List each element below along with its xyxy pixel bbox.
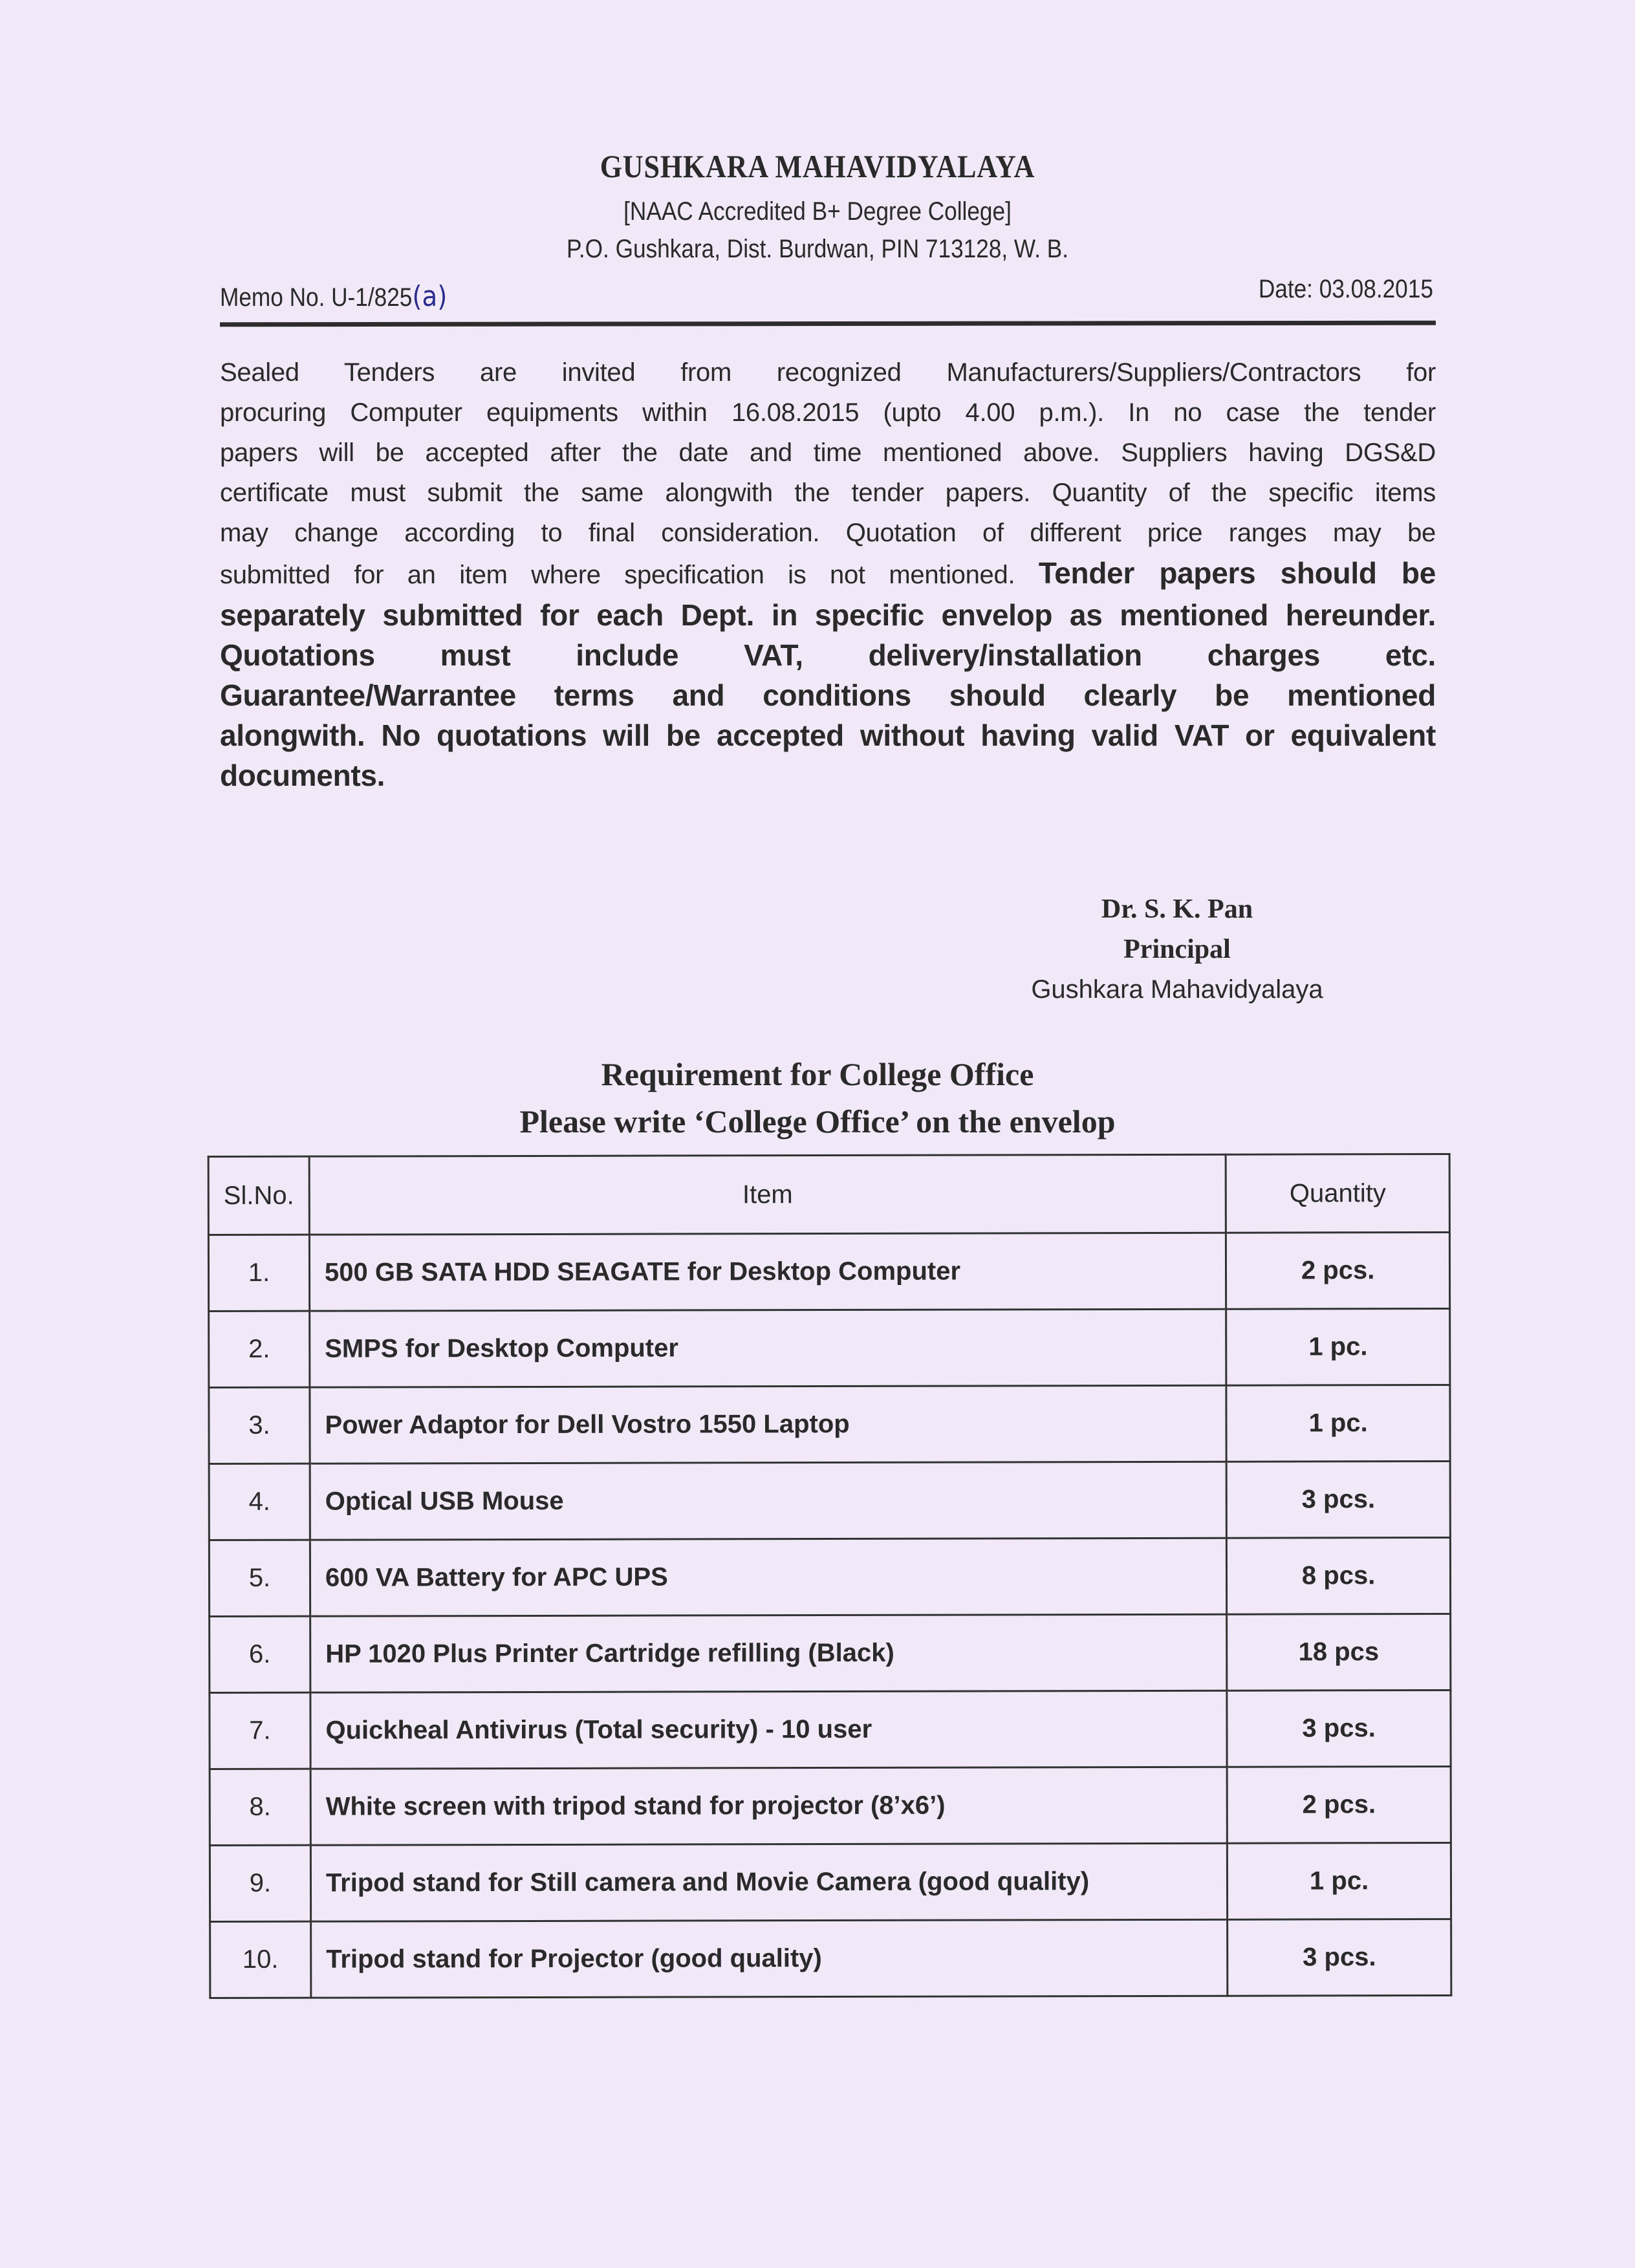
notice-line: Sealed Tenders are invited from recognized Manufacturers/Suppliers/Contractors for [220,358,1436,387]
notice-bold-line: documents. [220,759,385,792]
cell-sl-no: 4. [209,1463,310,1540]
requirement-table [208,1153,1453,1999]
cell-sl-no: 10. [210,1921,311,1998]
requirement-subtitle: Please write ‘College Office’ on the envelop [519,1103,1116,1139]
column-header-sl-no: Sl.No. [208,1156,309,1235]
cell-item: Tripod stand for Projector (good quality) [311,1919,1228,1998]
table-row [210,1766,1451,1845]
notice-line: procuring Computer equipments within 16.08.2015 (upto 4.00 p.m.). In no case the tender [220,398,1436,427]
signatory-organization: Gushkara Mahavidyalaya [1031,975,1323,1004]
cell-item: Power Adaptor for Dell Vostro 1550 Laptop [310,1385,1227,1463]
cell-quantity: 3 pcs. [1226,1461,1450,1538]
signatory-name: Dr. S. K. Pan [1101,894,1253,924]
cell-item: Quickheal Antivirus (Total security) - 10 user [310,1690,1228,1769]
cell-quantity: 3 pcs. [1228,1919,1451,1996]
cell-item: Optical USB Mouse [310,1462,1227,1540]
cell-sl-no: 9. [210,1845,310,1921]
cell-sl-no: 3. [209,1387,310,1463]
cell-item: Tripod stand for Still camera and Movie Camera (good quality) [310,1843,1228,1921]
cell-sl-no: 6. [210,1616,310,1692]
table-row [210,1842,1451,1921]
memo-date: Date: 03.08.2015 [1258,275,1433,303]
notice-line: papers will be accepted after the date and time mentioned above. Suppliers having DGS&D [220,438,1436,467]
table-row [209,1461,1450,1540]
cell-quantity: 1 pc. [1226,1385,1450,1462]
cell-quantity: 18 pcs [1227,1614,1451,1690]
notice-line-mixed [220,553,1436,595]
column-header-item: Item [309,1154,1226,1235]
cell-sl-no: 8. [210,1769,310,1845]
column-header-quantity: Quantity [1226,1154,1449,1233]
cell-sl-no: 1. [208,1235,309,1311]
notice-line-bold-part: Tender papers should be [1038,556,1436,590]
notice-bold-line: Quotations must include VAT, delivery/installation charges etc. [220,638,1436,672]
cell-quantity: 3 pcs. [1227,1690,1451,1767]
cell-sl-no: 7. [210,1692,310,1769]
cell-quantity: 8 pcs. [1227,1537,1451,1614]
cell-quantity: 2 pcs. [1227,1766,1451,1843]
cell-quantity: 1 pc. [1226,1308,1450,1385]
cell-item: HP 1020 Plus Printer Cartridge refilling (Black) [310,1614,1228,1692]
cell-sl-no: 2. [209,1311,310,1387]
notice-bold-line: separately submitted for each Dept. in specific envelop as mentioned hereunder. [220,598,1436,632]
college-address: P.O. Gushkara, Dist. Burdwan, PIN 713128, W. B. [566,235,1069,263]
table-header-row [208,1154,1449,1235]
notice-line: certificate must submit the same alongwith the tender papers. Quantity of the specific items [220,479,1436,507]
cell-item: 600 VA Battery for APC UPS [310,1538,1227,1616]
header-divider [220,321,1436,327]
notice-line-normal-part: submitted for an item where specification is not mentioned. [220,561,1015,589]
signature-block [970,889,1384,1010]
notice-bold-line: alongwith. No quotations will be accepted without having valid VAT or equivalent [220,718,1436,752]
college-name: GUSHKARA MAHAVIDYALAYA [600,148,1035,184]
table-row [210,1614,1451,1692]
memo-number-handwritten-suffix: (a) [412,280,448,313]
cell-item: White screen with tripod stand for projector (8’x6’) [310,1767,1228,1845]
accreditation-line: [NAAC Accredited B+ Degree College] [623,197,1012,226]
memo-number-prefix: Memo No. U-1/825 [220,283,413,312]
memo-number [220,280,447,313]
table-row [210,1690,1451,1769]
cell-item: SMPS for Desktop Computer [310,1309,1227,1387]
notice-bold-line: Guarantee/Warrantee terms and conditions should clearly be mentioned [220,678,1436,712]
table-row [208,1232,1449,1311]
cell-sl-no: 5. [209,1540,310,1616]
table-row [210,1919,1451,1998]
cell-item: 500 GB SATA HDD SEAGATE for Desktop Computer [309,1233,1226,1311]
requirement-title: Requirement for College Office [601,1056,1034,1092]
table-row [209,1537,1450,1616]
cell-quantity: 2 pcs. [1226,1232,1450,1309]
notice-body [220,352,1436,795]
table-row [209,1385,1450,1463]
signatory-title: Principal [1123,934,1231,964]
table-row [209,1308,1450,1387]
notice-line: may change according to final consideration. Quotation of different price ranges may be [220,519,1436,547]
cell-quantity: 1 pc. [1228,1842,1451,1919]
